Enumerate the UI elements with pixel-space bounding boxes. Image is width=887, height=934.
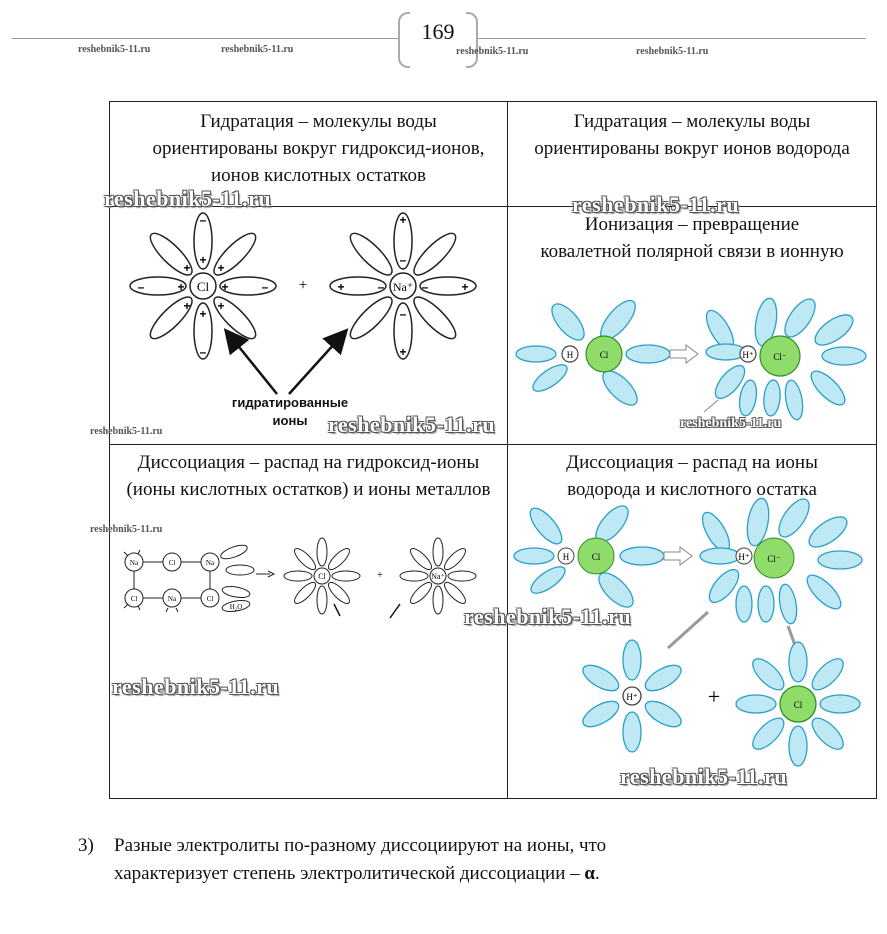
svg-text:–: – <box>399 253 407 267</box>
svg-text:+: + <box>183 261 191 275</box>
svg-text:+: + <box>377 570 383 581</box>
svg-text:+: + <box>183 299 191 313</box>
na-ion-label: Na⁺ <box>392 280 414 294</box>
dissociation-acid-text: Диссоциация – распад на ионы водорода и кислотного остатка <box>566 452 818 500</box>
svg-text:+: + <box>399 213 407 227</box>
svg-text:–: – <box>377 280 385 294</box>
watermark-small: reshebnik5-11.ru <box>78 44 151 55</box>
svg-text:Na: Na <box>205 559 215 567</box>
svg-text:+: + <box>221 280 229 294</box>
svg-text:–: – <box>137 280 145 294</box>
svg-text:+: + <box>461 280 469 294</box>
cl-ion-label: Cl <box>196 279 210 294</box>
svg-text:Cl: Cl <box>130 595 138 603</box>
svg-text:Cl: Cl <box>591 552 601 562</box>
watermark: reshebnik5-11.ru <box>90 524 163 535</box>
svg-text:H⁺: H⁺ <box>626 692 638 702</box>
paragraph-text <box>114 832 874 888</box>
svg-text:+: + <box>399 345 407 359</box>
svg-text:+: + <box>217 299 225 313</box>
alpha-symbol: α <box>584 863 595 884</box>
cl-label: Cl <box>599 350 609 360</box>
svg-text:Na: Na <box>167 595 177 603</box>
svg-text:+: + <box>177 280 185 294</box>
salt-dissociation-diagram <box>112 534 504 624</box>
page-number: 169 <box>421 19 455 44</box>
svg-text:–: – <box>399 307 407 321</box>
watermark: reshebnik5-11.ru <box>572 192 740 217</box>
watermark-small: reshebnik5-11.ru <box>221 44 294 55</box>
svg-text:–: – <box>421 280 429 294</box>
watermark: reshebnik5-11.ru <box>328 412 496 437</box>
watermark-small: reshebnik5-11.ru <box>456 46 529 57</box>
svg-text:–: – <box>199 213 207 227</box>
svg-text:+: + <box>337 280 345 294</box>
svg-text:Na: Na <box>129 559 139 567</box>
svg-text:Cl: Cl <box>206 595 214 603</box>
svg-text:+: + <box>217 261 225 275</box>
svg-text:H₂O: H₂O <box>229 603 243 611</box>
watermark: reshebnik5-11.ru <box>464 604 632 629</box>
paragraph-line-1: Разные электролиты по-разному диссоциируют на ионы, что <box>114 835 607 856</box>
svg-text:Cl: Cl <box>793 700 803 710</box>
svg-text:+: + <box>199 253 207 267</box>
cell-hydration-hydrogen <box>508 102 877 207</box>
caption-line-1: гидратированные <box>231 395 349 410</box>
svg-text:–: – <box>261 280 269 294</box>
svg-text:Cl: Cl <box>318 572 326 581</box>
svg-text:Cl⁻: Cl⁻ <box>767 554 781 564</box>
watermark-small: reshebnik5-11.ru <box>636 46 709 57</box>
svg-text:Na⁺: Na⁺ <box>431 572 445 581</box>
ionization-text: Ионизация – превращение ковалетной полярной связи в ионную <box>540 214 844 262</box>
svg-text:H⁺: H⁺ <box>738 552 750 562</box>
svg-text:+: + <box>199 307 207 321</box>
hydrated-cl-ion <box>130 213 276 359</box>
hydration-anions-text: Гидратация – молекулы воды ориентированы вокруг гидроксид-ионов, ионов кислотных остатков <box>152 111 485 186</box>
dissociation-salt-text: Диссоциация – распад на гидроксид-ионы (ионы кислотных остатков) и ионы металлов <box>126 452 491 500</box>
plus-sign: + <box>298 277 308 294</box>
header-rule-left <box>12 38 398 39</box>
watermark: reshebnik5-11.ru <box>680 416 782 431</box>
header-rule-right <box>476 38 866 39</box>
caption-line-2: ионы <box>272 413 308 428</box>
h-label: H <box>566 350 574 360</box>
svg-text:–: – <box>199 345 207 359</box>
ionization-diagram <box>508 300 876 420</box>
svg-text:H: H <box>562 552 570 562</box>
svg-text:Cl: Cl <box>168 559 176 567</box>
watermark: reshebnik5-11.ru <box>104 186 272 211</box>
acid-dissociation-diagram <box>508 500 876 760</box>
paragraph-line-2: характеризует степень электролитической диссоциации – α. <box>114 863 600 884</box>
hydration-hydrogen-text: Гидратация – молекулы воды ориентированы вокруг ионов водорода <box>534 111 850 159</box>
hydrated-na-ion <box>330 213 476 359</box>
watermark: reshebnik5-11.ru <box>112 674 280 699</box>
h-plus-label: H⁺ <box>742 350 754 360</box>
dissociation-plus: + <box>707 684 721 709</box>
cl-minus-label: Cl⁻ <box>773 352 787 362</box>
paragraph-number: 3) <box>78 835 94 856</box>
watermark: reshebnik5-11.ru <box>90 426 163 437</box>
watermark: reshebnik5-11.ru <box>620 764 788 789</box>
